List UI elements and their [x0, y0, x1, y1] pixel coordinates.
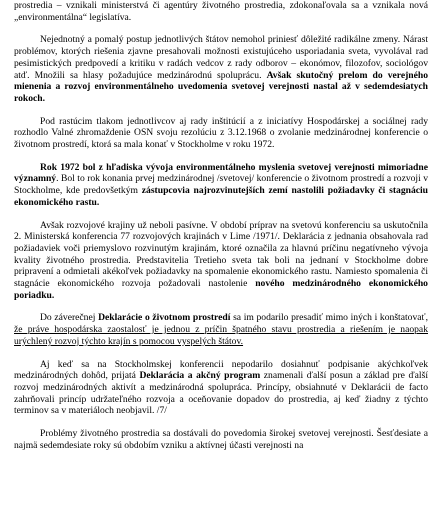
bold-emphasis: Deklarácia a akčný program [139, 370, 261, 382]
paragraph-text: sa im podarilo presadiť mimo iných i konštatovať, [233, 312, 428, 324]
bold-emphasis: zástupcovia najrozvinutejších zemí nastolili požiadavky či stagnáciu ekonomického rastu. [14, 185, 429, 208]
paragraph-text: . Bol to rok konania prvej medzinárodnej /svetovej/ konferencie o životnom prostredí a rozvoji v Stockholme, kde predovšetkým [14, 173, 428, 197]
paragraph-text: Do záverečnej [40, 312, 96, 324]
paragraph-year-1972 [14, 162, 428, 209]
paragraph-text: Nejednotný a pomalý postup jednotlivých štátov nemohol priniesť dôležité radikálne zmeny. Nárast problémov, ktorých riešenia zjavne presahovali možnosti existujúceho usporiadania sveta, vyvolával rad pesimistických predpovedí a kritiku v radách vedcov z rady odborov – ekonómov, filozofov, sociológov atď. Množili sa hlasy požadujúce medzinárodnú spoluprácu. [14, 34, 428, 81]
paragraph-text: znamenali ďalší posun a základ pre ďalší rozvoj medzinárodných aktivít a medzinárodná spolupráca. Princípy, obsiahnuté v Deklarácii de facto zahrňovali princíp udržateľného rozvoja a oceňovanie dopadov do prostredia, aj keď žiadny z týchto terminov sa v materiáloch neobjavil. /7/ [14, 370, 428, 417]
paragraph-public-awareness [14, 428, 428, 451]
underlined-emphasis: že práve hospodárska zaostalosť je jednou z príčin špatného stavu prostredia a riešením je naopak urýchlený rozvoj týchto krajín s pomocou vyspelých štátov. [14, 324, 428, 347]
paragraph-text: Problémy životného prostredia sa dostávali do povedomia širokej svetovej verejnosti. Šesťdesiate a najmä sedemdesiate roky sú obdobím vzniku a aktívnej účasti verejnosti na [14, 428, 428, 451]
bold-emphasis: Avšak skutočný prelom do verejného mienenia a rozvoj environmentálneho uvedomenia svetovej verejnosti nastal až v sedemdesiatych rokoch. [14, 69, 429, 104]
paragraph-text: Avšak rozvojové krajiny už neboli pasívne. V období príprav na svetovú konferenciu sa uskutočnila 2. Ministerská konferencia 77 rozvojových krajinách v Lime /1971/. Deklarácia z jednania obsahovala rad požiadaviek voči priemyslovo rozvinutým krajinám, ktoré označila za hlavnú príčinu negatívneho vývoja kvality životného prostredia. Predstavitelia Tretieho sveta tak boli na jednaní v Stockholme dobre pripravení a odmietali akékoľvek požiadavky na spomalenie ekonomického rastu. Namiesto spomalenia či stagnácie ekonomického rozvoja požadovali nastolenie [14, 219, 428, 290]
paragraph-developing-countries [14, 220, 428, 302]
paragraph-text: Pod rastúcim tlakom jednotlivcov aj rady inštitúcií a z iniciatívy Hospodárskej a sociálnej rady rozhodlo Valné zhromaždenie OSN svoju rezolúciu z 3.12.1968 o zvolanie medzinárodnej konferencie o životnom prostredí, ktorá sa mala konať v Stockholme v roku 1972. [14, 115, 428, 151]
paragraph-text: Aj keď sa na Stockholmskej konferencii nepodarilo dosiahnuť podpisanie akýchkoľvek medzinárodných dohôd, prijatá [14, 358, 428, 382]
bold-emphasis: nového medzinárodného ekonomického poriadku. [14, 278, 428, 301]
paragraph-declaration [14, 312, 428, 347]
paragraph-stockholm-outcome [14, 359, 428, 418]
paragraph-continuation [14, 0, 428, 23]
paragraph-radical-changes [14, 34, 428, 104]
paragraph-un-resolution [14, 116, 428, 151]
bold-emphasis: Deklarácie o životnom prostredí [98, 312, 231, 324]
paragraph-text: prostredia – vznikali ministerstvá či agentúry životného prostredia, zdokonaľovala sa a vznikala nová „environmentálna“ legislatíva. [14, 0, 428, 23]
bold-emphasis: Rok 1972 bol z hľadiska vývoja environmentálneho myslenia svetovej verejnosti mimoriadne významný [14, 161, 428, 185]
